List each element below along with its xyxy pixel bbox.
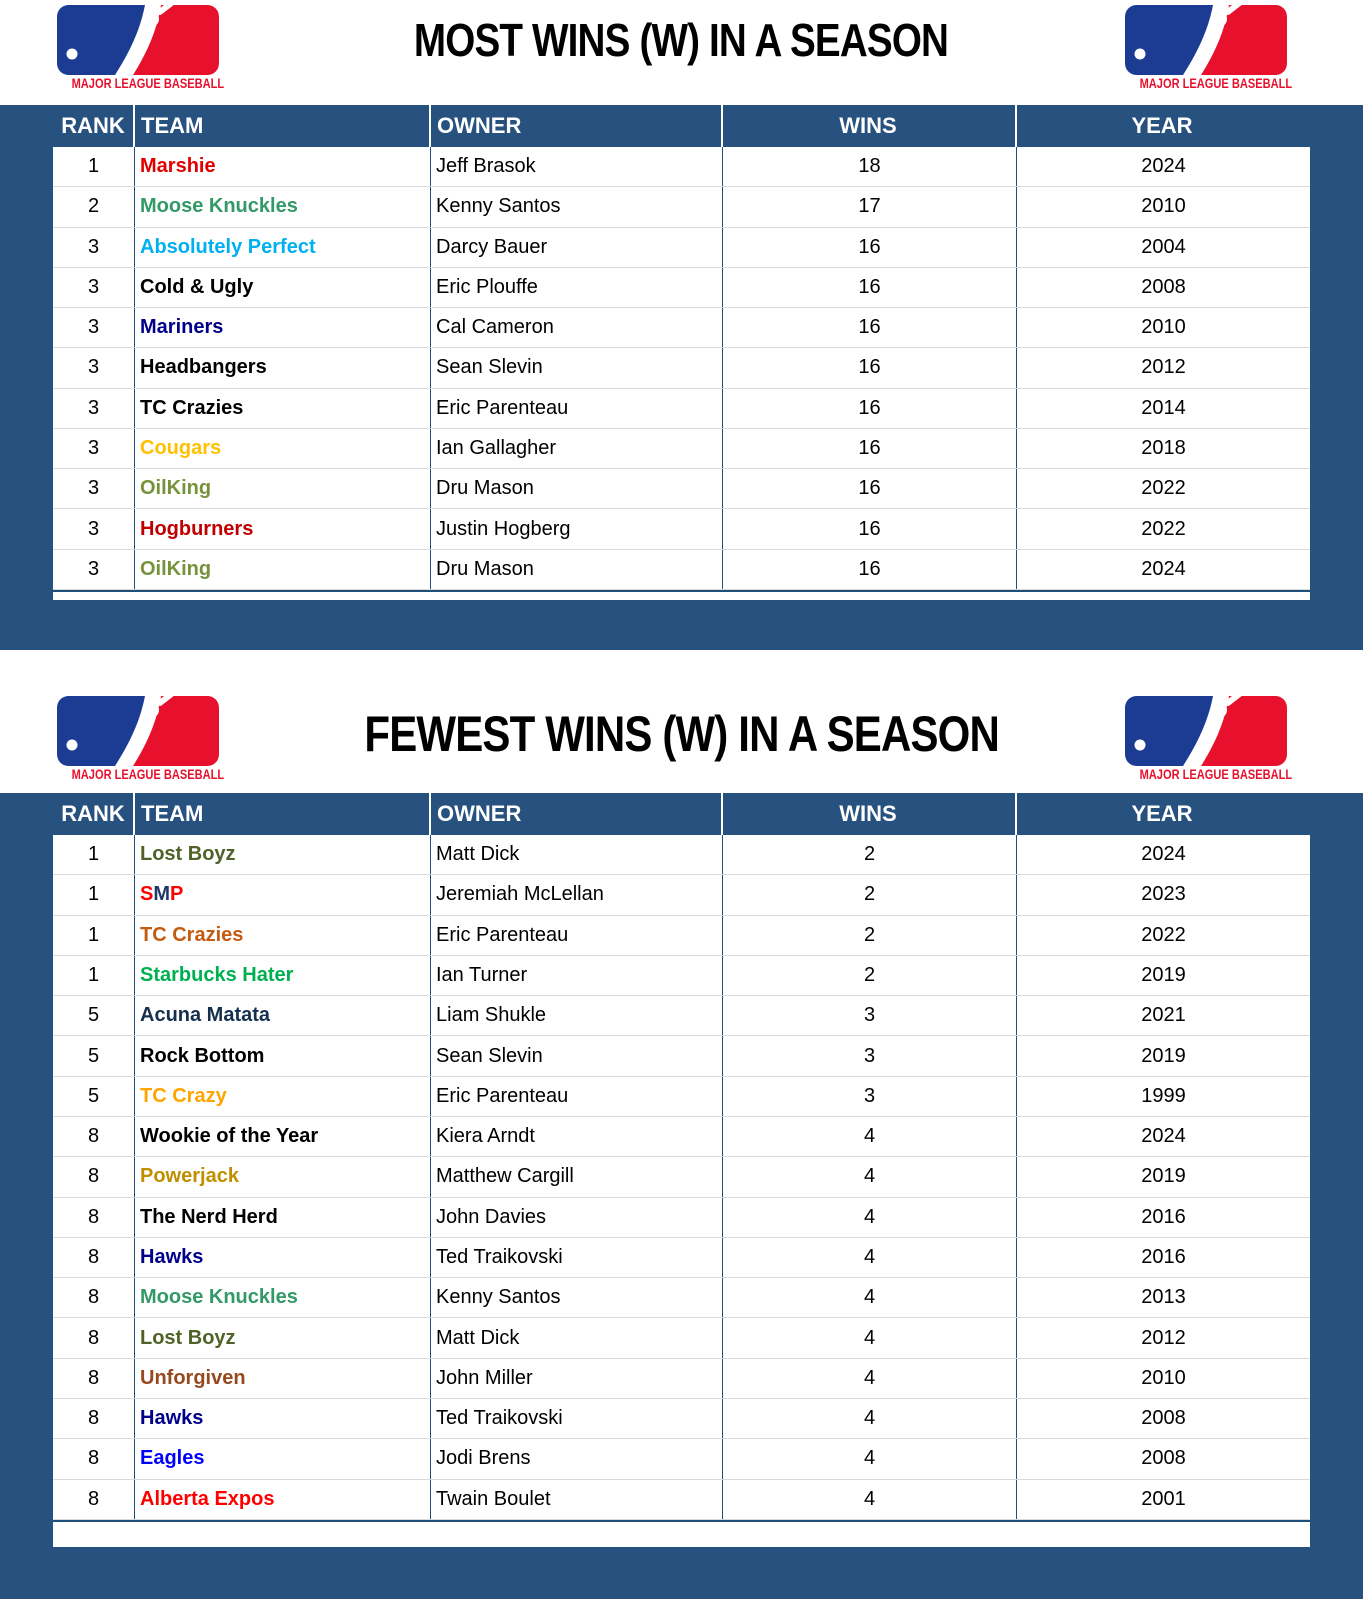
rank-cell: 5 (87, 1004, 100, 1027)
owner-cell: Jeremiah McLellan (430, 875, 722, 914)
table-row (53, 187, 1310, 227)
team-cell (134, 1480, 430, 1519)
wins-cell: 4 (722, 1318, 1016, 1357)
team-name-segment: M (153, 883, 171, 906)
owner-cell: Justin Hogberg (430, 509, 722, 548)
owner-cell: John Davies (430, 1198, 722, 1237)
owner-cell: Jodi Brens (430, 1439, 722, 1478)
team-name-segment: S (140, 883, 154, 906)
team-cell (134, 147, 430, 186)
year-cell: 2008 (1016, 268, 1310, 307)
table-row (53, 835, 1310, 875)
rank-cell: 3 (87, 396, 100, 419)
table-row (53, 1318, 1310, 1358)
wins-cell: 4 (722, 1238, 1016, 1277)
column-header-owner: OWNER (437, 801, 522, 826)
mlb-logo-wordmark: MAJOR LEAGUE BASEBALL (71, 76, 225, 91)
rank-cell: 3 (87, 275, 100, 298)
most-wins-table-body (53, 147, 1310, 590)
team-name: Powerjack (140, 1165, 239, 1188)
team-name: Marshie (140, 155, 216, 178)
fewest-wins-title: FEWEST WINS (W) IN A SEASON (364, 706, 999, 762)
mlb-logo (1125, 5, 1293, 91)
team-cell (134, 389, 430, 428)
rank-cell: 8 (87, 1447, 100, 1470)
team-name: OilKing (140, 477, 212, 500)
table-row (53, 308, 1310, 348)
year-cell: 2019 (1016, 1157, 1310, 1196)
team-name: Lost Boyz (140, 1326, 236, 1349)
rank-cell: 3 (87, 235, 100, 258)
year-cell: 2004 (1016, 228, 1310, 267)
team-cell (134, 187, 430, 226)
column-header-rank: RANK (61, 113, 125, 138)
owner-cell: Dru Mason (430, 550, 722, 589)
team-name: Eagles (140, 1447, 205, 1470)
owner-cell: Cal Cameron (430, 308, 722, 347)
rank-cell: 5 (87, 1044, 100, 1067)
table-row (53, 916, 1310, 956)
wins-cell: 16 (722, 228, 1016, 267)
team-cell (134, 1359, 430, 1398)
owner-cell: Dru Mason (430, 469, 722, 508)
owner-cell: Sean Slevin (430, 1036, 722, 1075)
year-cell: 2013 (1016, 1278, 1310, 1317)
table-row (53, 228, 1310, 268)
year-cell: 2022 (1016, 509, 1310, 548)
team-cell (134, 550, 430, 589)
wins-cell: 4 (722, 1399, 1016, 1438)
rank-cell: 8 (87, 1366, 100, 1389)
wins-cell: 16 (722, 268, 1016, 307)
owner-cell: Eric Parenteau (430, 1077, 722, 1116)
team-cell (134, 1117, 430, 1156)
team-cell (134, 348, 430, 387)
batter-head-icon (1211, 702, 1227, 718)
table-row (53, 509, 1310, 549)
year-cell: 2012 (1016, 1318, 1310, 1357)
team-cell (134, 1036, 430, 1075)
column-header-year: YEAR (1131, 801, 1193, 826)
table-row (53, 1439, 1310, 1479)
table-row (53, 1117, 1310, 1157)
owner-cell: Ian Turner (430, 956, 722, 995)
team-cell (134, 1157, 430, 1196)
year-cell: 2001 (1016, 1480, 1310, 1519)
rank-cell: 3 (87, 436, 100, 459)
team-name: Mariners (140, 316, 224, 339)
wins-cell: 4 (722, 1278, 1016, 1317)
owner-cell: Ted Traikovski (430, 1238, 722, 1277)
year-cell: 2008 (1016, 1439, 1310, 1478)
table-row (53, 1157, 1310, 1197)
year-cell: 2010 (1016, 1359, 1310, 1398)
column-header-owner: OWNER (437, 113, 522, 138)
team-cell (134, 996, 430, 1035)
year-cell: 2010 (1016, 308, 1310, 347)
owner-cell: Twain Boulet (430, 1480, 722, 1519)
team-name: Hawks (140, 1245, 204, 1268)
rank-cell: 2 (87, 195, 100, 218)
wins-cell: 16 (722, 550, 1016, 589)
wins-cell: 4 (722, 1439, 1016, 1478)
team-name: Starbucks Hater (140, 963, 294, 986)
wins-cell: 2 (722, 875, 1016, 914)
team-name: OilKing (140, 557, 212, 580)
wins-cell: 2 (722, 916, 1016, 955)
mlb-logo-icon (1125, 696, 1287, 766)
rank-cell: 8 (87, 1407, 100, 1430)
owner-cell: Sean Slevin (430, 348, 722, 387)
owner-cell: Darcy Bauer (430, 228, 722, 267)
section-most-wins (0, 0, 1363, 600)
wins-cell: 3 (722, 996, 1016, 1035)
table-row (53, 875, 1310, 915)
team-name: Unforgiven (140, 1366, 246, 1389)
owner-cell: Eric Plouffe (430, 268, 722, 307)
year-cell: 1999 (1016, 1077, 1310, 1116)
table-row (53, 147, 1310, 187)
team-name: Cold & Ugly (140, 275, 254, 298)
owner-cell: Kenny Santos (430, 187, 722, 226)
year-cell: 2008 (1016, 1399, 1310, 1438)
year-cell: 2022 (1016, 469, 1310, 508)
owner-cell: John Miller (430, 1359, 722, 1398)
table-row (53, 1359, 1310, 1399)
column-header-team: TEAM (141, 113, 204, 138)
team-name: Hawks (140, 1407, 204, 1430)
wins-cell: 4 (722, 1198, 1016, 1237)
wins-cell: 16 (722, 469, 1016, 508)
year-cell: 2022 (1016, 916, 1310, 955)
table-row (53, 1399, 1310, 1439)
owner-cell: Matt Dick (430, 1318, 722, 1357)
rank-cell: 8 (87, 1286, 100, 1309)
baseball-icon (1135, 740, 1146, 751)
year-cell: 2019 (1016, 1036, 1310, 1075)
wins-cell: 18 (722, 147, 1016, 186)
owner-cell: Matt Dick (430, 835, 722, 874)
fewest-wins-header-row (0, 793, 1363, 835)
wins-cell: 4 (722, 1157, 1016, 1196)
year-cell: 2024 (1016, 1117, 1310, 1156)
table-row (53, 348, 1310, 388)
year-cell: 2024 (1016, 550, 1310, 589)
team-name-segment: P (170, 883, 184, 906)
team-cell (134, 1238, 430, 1277)
column-header-wins: WINS (839, 113, 897, 138)
most-wins-title-band (0, 0, 1363, 105)
column-header-wins: WINS (839, 801, 897, 826)
header-separator (133, 793, 135, 835)
rank-cell: 5 (87, 1084, 100, 1107)
wins-cell: 16 (722, 308, 1016, 347)
table-row (53, 1238, 1310, 1278)
batter-head-icon (1211, 11, 1227, 27)
team-cell (134, 1077, 430, 1116)
team-name: The Nerd Herd (140, 1205, 278, 1228)
table-row (53, 389, 1310, 429)
year-cell: 2014 (1016, 389, 1310, 428)
team-name: Cougars (140, 436, 222, 459)
rank-cell: 3 (87, 477, 100, 500)
table-row (53, 996, 1310, 1036)
wins-cell: 17 (722, 187, 1016, 226)
table-row (53, 1480, 1310, 1520)
team-cell (134, 308, 430, 347)
team-name: Wookie of the Year (140, 1125, 319, 1148)
fewest-wins-title-band (0, 650, 1363, 793)
rank-cell: 1 (87, 923, 100, 946)
mlb-logo-wordmark: MAJOR LEAGUE BASEBALL (1139, 76, 1293, 91)
owner-cell: Jeff Brasok (430, 147, 722, 186)
table-row (53, 550, 1310, 590)
section-fewest-wins (0, 650, 1363, 1547)
year-cell: 2019 (1016, 956, 1310, 995)
team-name: Rock Bottom (140, 1044, 265, 1067)
team-cell (134, 835, 430, 874)
team-cell (134, 469, 430, 508)
rank-cell: 8 (87, 1165, 100, 1188)
table-row (53, 268, 1310, 308)
year-cell: 2018 (1016, 429, 1310, 468)
year-cell: 2021 (1016, 996, 1310, 1035)
wins-cell: 16 (722, 509, 1016, 548)
wins-cell: 4 (722, 1117, 1016, 1156)
team-name: Hogburners (140, 517, 254, 540)
rank-cell: 8 (87, 1245, 100, 1268)
header-separator (133, 105, 135, 147)
year-cell: 2010 (1016, 187, 1310, 226)
table-row (53, 956, 1310, 996)
baseball-icon (1135, 49, 1146, 60)
team-cell (134, 956, 430, 995)
rank-cell: 8 (87, 1205, 100, 1228)
team-cell (134, 916, 430, 955)
fewest-wins-table-footer (53, 1520, 1310, 1547)
year-cell: 2016 (1016, 1198, 1310, 1237)
team-cell (134, 509, 430, 548)
rank-cell: 1 (87, 963, 100, 986)
header-separator (429, 793, 431, 835)
rank-cell: 8 (87, 1326, 100, 1349)
team-name: TC Crazies (140, 396, 244, 419)
team-name: TC Crazies (140, 923, 244, 946)
rank-cell: 3 (87, 316, 100, 339)
rank-cell: 8 (87, 1125, 100, 1148)
rank-cell: 3 (87, 356, 100, 379)
owner-cell: Ted Traikovski (430, 1399, 722, 1438)
team-cell (134, 1318, 430, 1357)
wins-cell: 16 (722, 429, 1016, 468)
owner-cell: Matthew Cargill (430, 1157, 722, 1196)
table-row (53, 1278, 1310, 1318)
year-cell: 2024 (1016, 835, 1310, 874)
wins-cell: 2 (722, 835, 1016, 874)
wins-cell: 4 (722, 1359, 1016, 1398)
wins-cell: 4 (722, 1480, 1016, 1519)
wins-cell: 2 (722, 956, 1016, 995)
wins-cell: 16 (722, 348, 1016, 387)
team-cell (134, 228, 430, 267)
year-cell: 2024 (1016, 147, 1310, 186)
table-row (53, 1077, 1310, 1117)
owner-cell: Liam Shukle (430, 996, 722, 1035)
team-cell (134, 1278, 430, 1317)
most-wins-header-row (0, 105, 1363, 147)
most-wins-title: MOST WINS (W) IN A SEASON (414, 14, 949, 66)
owner-cell: Kenny Santos (430, 1278, 722, 1317)
team-cell (134, 429, 430, 468)
mlb-logo (1125, 696, 1293, 782)
rank-cell: 1 (87, 155, 100, 178)
column-header-team: TEAM (141, 801, 204, 826)
wins-cell: 3 (722, 1036, 1016, 1075)
team-cell (134, 1439, 430, 1478)
column-header-year: YEAR (1131, 113, 1193, 138)
team-name: Headbangers (140, 356, 267, 379)
wins-cell: 3 (722, 1077, 1016, 1116)
team-name: Moose Knuckles (140, 195, 298, 218)
team-name: Moose Knuckles (140, 1286, 298, 1309)
team-name: Acuna Matata (140, 1004, 271, 1027)
owner-cell: Eric Parenteau (430, 916, 722, 955)
owner-cell: Ian Gallagher (430, 429, 722, 468)
rank-cell: 8 (87, 1487, 100, 1510)
team-cell (134, 1399, 430, 1438)
fewest-wins-table-body (53, 835, 1310, 1520)
wins-cell: 16 (722, 389, 1016, 428)
year-cell: 2012 (1016, 348, 1310, 387)
rank-cell: 3 (87, 557, 100, 580)
rank-cell: 3 (87, 517, 100, 540)
header-separator (429, 105, 431, 147)
mlb-logo-wordmark: MAJOR LEAGUE BASEBALL (71, 767, 225, 782)
year-cell: 2023 (1016, 875, 1310, 914)
table-row (53, 469, 1310, 509)
column-header-rank: RANK (61, 801, 125, 826)
rank-cell: 1 (87, 843, 100, 866)
owner-cell: Kiera Arndt (430, 1117, 722, 1156)
rank-cell: 1 (87, 883, 100, 906)
mlb-logo-icon (1125, 5, 1287, 75)
team-cell (134, 875, 430, 914)
team-cell (134, 268, 430, 307)
team-name: Lost Boyz (140, 843, 236, 866)
team-name: TC Crazy (140, 1084, 227, 1107)
most-wins-table-footer (53, 590, 1310, 600)
table-row (53, 1036, 1310, 1076)
year-cell: 2016 (1016, 1238, 1310, 1277)
table-row (53, 1198, 1310, 1238)
team-cell (134, 1198, 430, 1237)
table-row (53, 429, 1310, 469)
owner-cell: Eric Parenteau (430, 389, 722, 428)
team-name: Alberta Expos (140, 1487, 275, 1510)
team-name: Absolutely Perfect (140, 235, 316, 258)
mlb-logo-wordmark: MAJOR LEAGUE BASEBALL (1139, 767, 1293, 782)
